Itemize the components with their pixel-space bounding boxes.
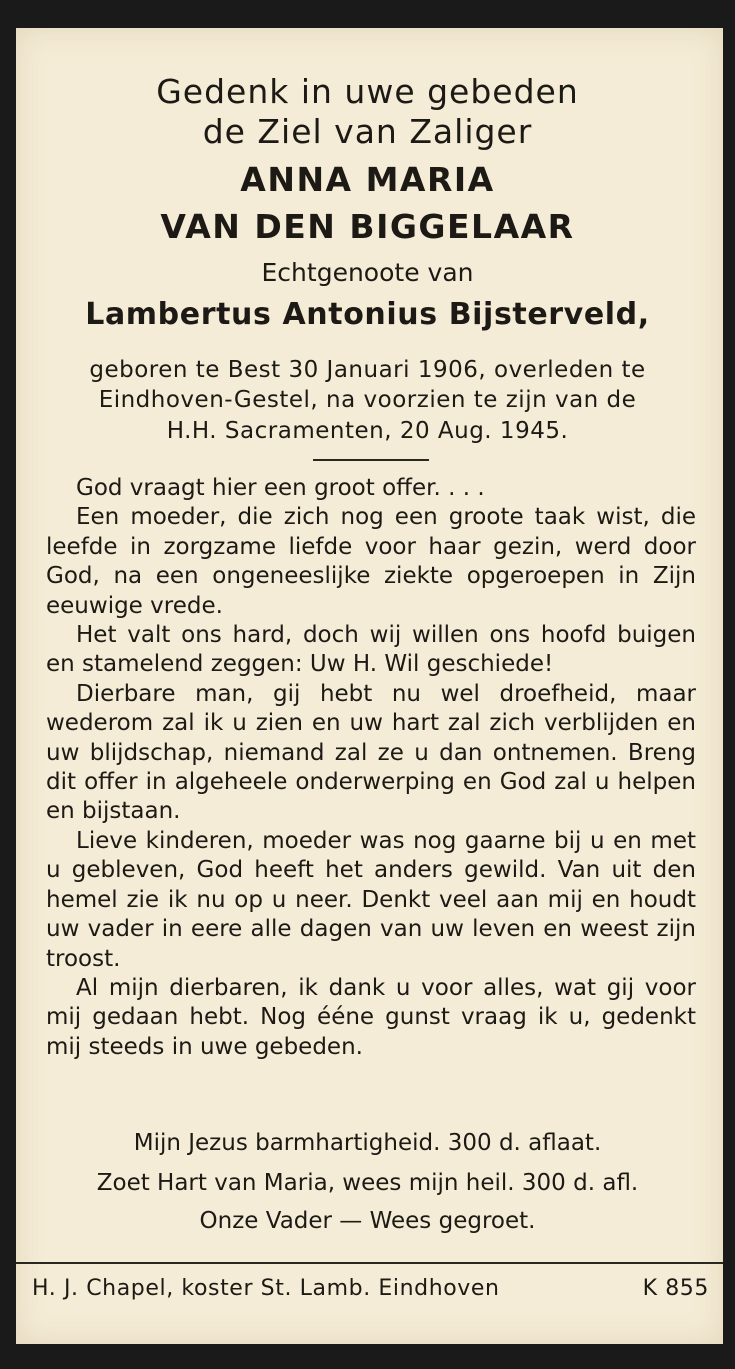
birth-line-2: Eindhoven-Gestel, na voorzien te zijn van de [98, 387, 637, 413]
paragraph: Lieve kinderen, moeder was nog gaarne bij u en met u gebleven, God heeft het anders gewild. Van uit den hemel zie ik nu op u neer. Denkt veel aan mij en houdt uw vader in eere alle dagen van uw leven en weest zijn troost. [46, 827, 696, 972]
paragraph: Al mijn dierbaren, ik dank u voor alles, wat gij voor mij gedaan hebt. Nog ééne gunst vraag ik u, gedenkt mij steeds in uwe gebeden. [46, 974, 696, 1060]
paragraph: Dierbare man, gij hebt nu wel droefheid, maar wederom zal ik u zien en uw hart zal zich verblijden en uw blijdschap, niemand zal ze u dan ontnemen. Breng dit offer in algeheele onderwerping en God zal u helpen en bijstaan. [46, 680, 696, 825]
deceased-surname: VAN DEN BIGGELAAR [160, 207, 575, 246]
footer-rule [16, 1262, 723, 1264]
spouse-name: Lambertus Antonius Bijsterveld, [85, 297, 650, 332]
printer-credit: H. J. Chapel, koster St. Lamb. Eindhoven [32, 1276, 500, 1301]
paragraph: Een moeder, die zich nog een groote taak wist, die leefde in zorgzame liefde voor haar gezin, werd door God, na een ongeneeslijke ziekte opgeroepen in Zijn eeuwige vrede. [46, 504, 696, 619]
birth-line-1: geboren te Best 30 Januari 1906, overleden te [89, 357, 646, 383]
intro-line-2: de Ziel van Zaliger [202, 112, 533, 151]
divider [313, 459, 429, 461]
spouse-intro: Echtgenoote van [261, 258, 474, 287]
prayer-line-1: Mijn Jezus barmhartigheid. 300 d. aflaat. [133, 1130, 602, 1156]
paragraph: God vraagt hier een groot offer. . . . [76, 475, 485, 501]
paragraph: Het valt ons hard, doch wij willen ons hoofd buigen en stamelend zeggen: Uw H. Wil geschiede! [46, 622, 696, 678]
prayer-line-3: Onze Vader — Wees gegroet. [199, 1208, 536, 1234]
birth-line-3: H.H. Sacramenten, 20 Aug. 1945. [166, 418, 569, 444]
memorial-text [46, 474, 696, 1062]
deceased-first-names: ANNA MARIA [240, 160, 495, 199]
card-code: K 855 [642, 1276, 709, 1301]
prayer-line-2: Zoet Hart van Maria, wees mijn heil. 300 d. afl. [96, 1170, 639, 1196]
intro-line-1: Gedenk in uwe gebeden [156, 72, 579, 111]
